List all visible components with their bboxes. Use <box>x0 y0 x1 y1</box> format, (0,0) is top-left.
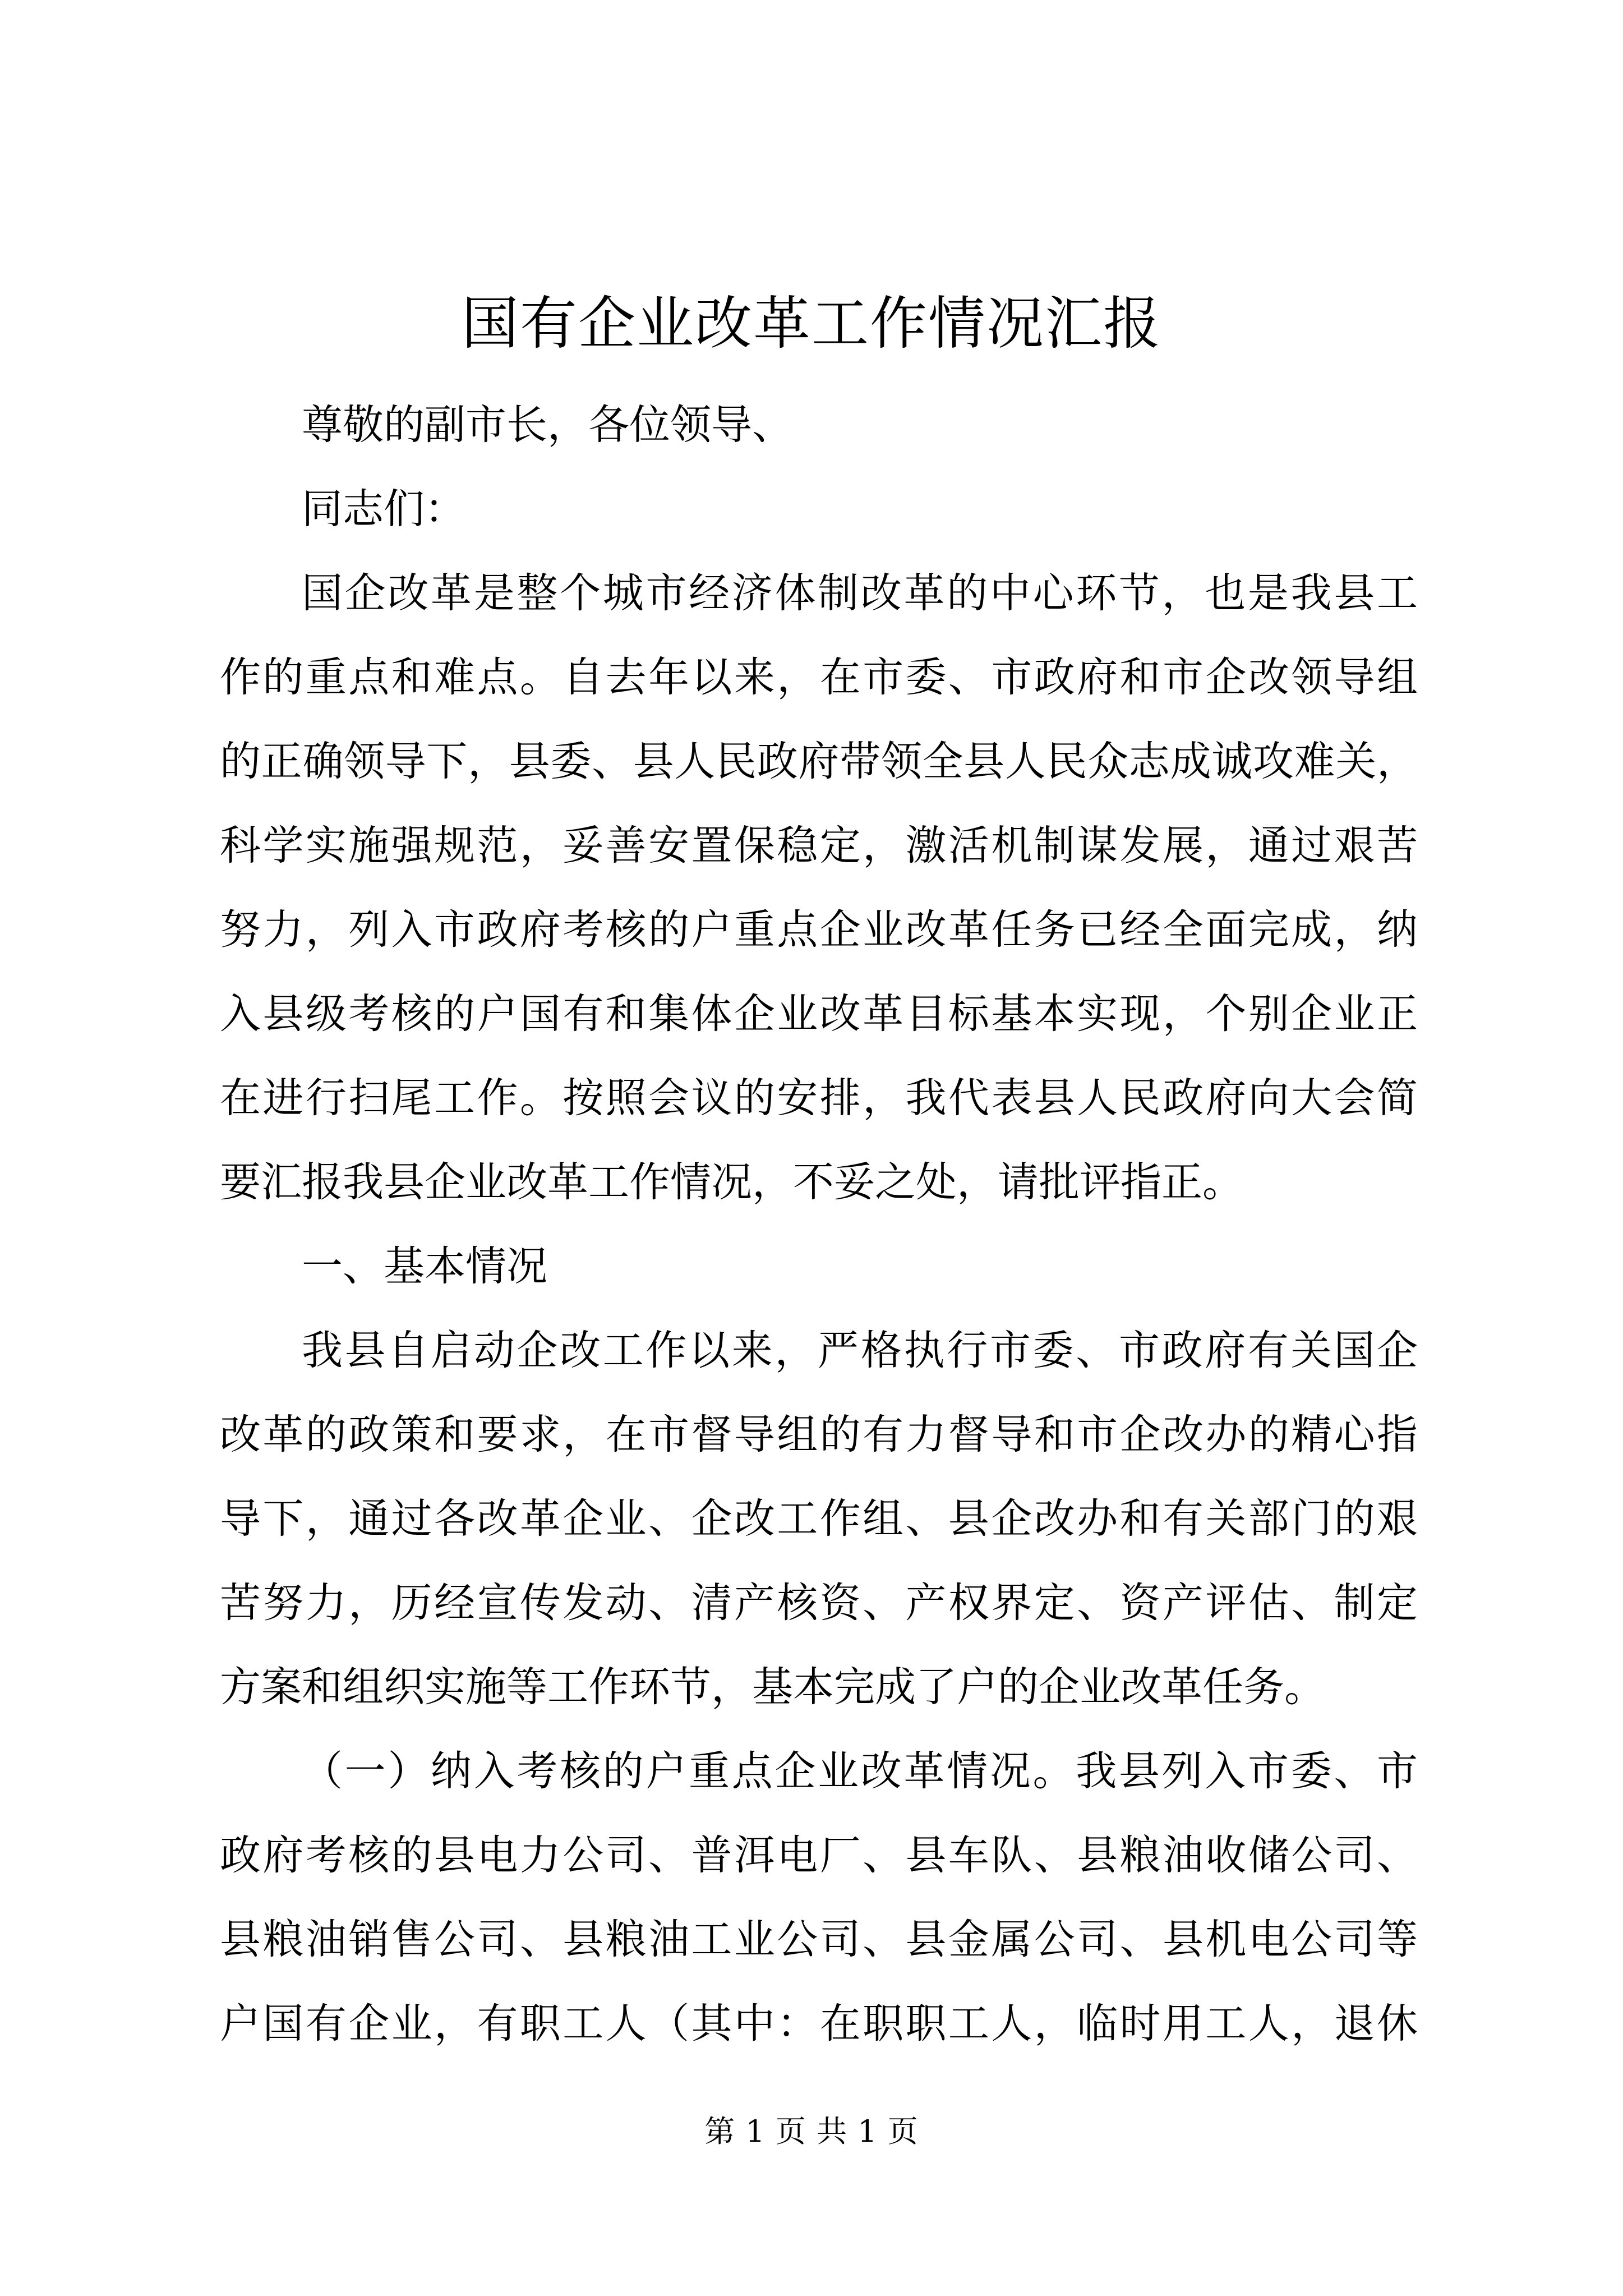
paragraph-2-line: 我县自启动企改工作以来，严格执行市委、市政府有关国企 <box>302 1327 1418 1374</box>
paragraph-1-line: 要汇报我县企业改革工作情况，不妥之处，请批评指正。 <box>220 1158 1243 1206</box>
paragraph-1-line: 作的重点和难点。自去年以来，在市委、市政府和市企改领导组 <box>220 654 1418 701</box>
page-footer: 第 1 页 共 1 页 <box>704 2114 919 2149</box>
paragraph-3-line: （一）纳入考核的户重点企业改革情况。我县列入市委、市 <box>302 1747 1418 1795</box>
paragraph-2-line: 苦努力，历经宣传发动、清产核资、产权界定、资产评估、制定 <box>220 1579 1418 1627</box>
paragraph-2 <box>220 1309 1418 1729</box>
paragraph-1 <box>220 551 1418 1225</box>
paragraph-3 <box>220 1729 1418 2066</box>
paragraph-2-line: 改革的政策和要求，在市督导组的有力督导和市企改办的精心指 <box>220 1411 1418 1458</box>
salutation-line-1: 尊敬的副市长，各位领导、 <box>302 401 793 449</box>
paragraph-1-line: 入县级考核的户国有和集体企业改革目标基本实现，个别企业正 <box>220 990 1418 1038</box>
salutation-line-2: 同志们： <box>302 485 465 533</box>
paragraph-1-line: 科学实施强规范，妥善安置保稳定，激活机制谋发展，通过艰苦 <box>220 822 1418 869</box>
paragraph-3-line: 政府考核的县电力公司、普洱电厂、县车队、县粮油收储公司、 <box>220 1832 1418 1879</box>
paragraph-3-line: 户国有企业，有职工人（其中：在职职工人，临时用工人，退休 <box>220 2000 1418 2047</box>
paragraph-1-line: 在进行扫尾工作。按照会议的安排，我代表县人民政府向大会简 <box>220 1074 1418 1122</box>
paragraph-1-line: 努力，列入市政府考核的户重点企业改革任务已经全面完成，纳 <box>220 906 1418 954</box>
paragraph-2-line: 导下，通过各改革企业、企改工作组、县企改办和有关部门的艰 <box>220 1495 1418 1543</box>
paragraph-1-line: 的正确领导下，县委、县人民政府带领全县人民众志成诚攻难关， <box>220 738 1418 785</box>
paragraph-3-line: 县粮油销售公司、县粮油工业公司、县金属公司、县机电公司等 <box>220 1916 1418 1963</box>
document-title: 国有企业改革工作情况汇报 <box>462 291 1161 357</box>
paragraph-2-line: 方案和组织实施等工作环节，基本完成了户的企业改革任务。 <box>220 1663 1325 1711</box>
section-heading: 一、基本情况 <box>302 1243 547 1290</box>
paragraph-1-line: 国企改革是整个城市经济体制改革的中心环节，也是我县工 <box>302 569 1418 617</box>
